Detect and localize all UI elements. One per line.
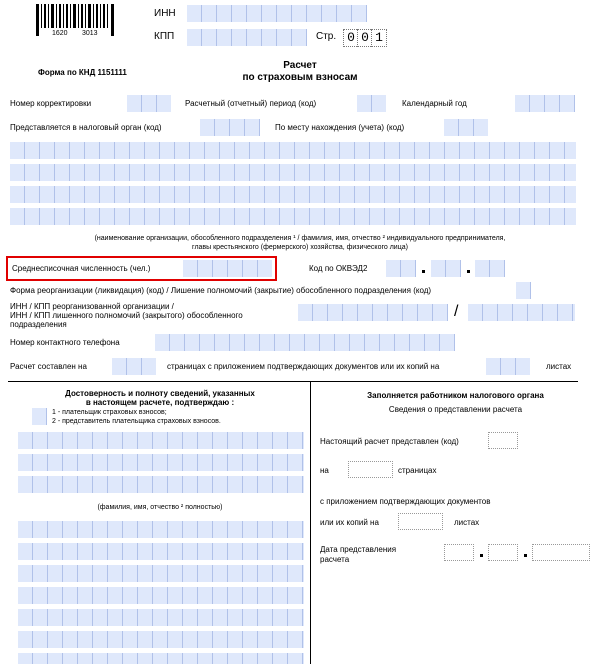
left-title-line2: в настоящем расчете, подтверждаю :: [85, 398, 235, 407]
barcode: [36, 4, 114, 36]
reorg-form-field[interactable]: [516, 282, 531, 299]
form-code: Форма по КНД 1151111: [38, 68, 127, 77]
name-caption-line1: (наименование организации, обособленного подразделения ¹ / фамилия, имя, отчество ² индивидуального предпринимателя,: [94, 235, 506, 242]
signer-name-row-3[interactable]: [18, 476, 304, 493]
reorg-inn-label-line3: подразделения: [10, 320, 67, 329]
reorg-form-label: Форма реорганизации (ликвидация) (код) / Лишение полномочий (закрытие) обособленного подразделения (код): [10, 286, 432, 295]
page-number-3: 1: [371, 29, 387, 47]
received-sheets-label: листах: [454, 518, 480, 527]
right-title: Заполняется работником налогового органа: [367, 391, 544, 400]
name-row-1[interactable]: [10, 142, 576, 159]
page-label: Стр.: [316, 31, 337, 42]
name-row-4[interactable]: [10, 208, 576, 225]
avg-headcount-label: Среднесписочная численность (чел.): [12, 264, 151, 273]
date-label-line1: Дата представления: [320, 545, 397, 554]
date-separator-2: [524, 554, 527, 557]
date-label-line2: расчета: [320, 555, 350, 564]
representative-row-2[interactable]: [18, 543, 304, 560]
kpp-label: КПП: [154, 31, 175, 42]
title-line2: по страховым взносам: [242, 72, 358, 83]
calendar-year-field[interactable]: [515, 95, 575, 112]
received-pages-field[interactable]: [348, 461, 393, 478]
section-divider: [8, 381, 578, 382]
barcode-number-left: 1620: [52, 30, 68, 37]
received-pages-label: страницах: [398, 466, 437, 475]
representative-row-1[interactable]: [18, 521, 304, 538]
signer-name-row-1[interactable]: [18, 432, 304, 449]
pages-prefix: Расчет составлен на: [10, 362, 87, 371]
location-label: По месту нахождения (учета) (код): [275, 123, 405, 132]
date-year-field[interactable]: [532, 544, 590, 561]
page-number-2: 0: [357, 29, 373, 47]
inn-label: ИНН: [154, 8, 176, 19]
signer-name-caption: (фамилия, имя, отчество ² полностью): [97, 504, 223, 511]
representative-row-5[interactable]: [18, 609, 304, 626]
representative-row-6[interactable]: [18, 631, 304, 648]
correction-number-label: Номер корректировки: [10, 99, 92, 108]
name-row-3[interactable]: [10, 186, 576, 203]
name-row-2[interactable]: [10, 164, 576, 181]
reorg-inn-label-line2: ИНН / КПП лишенного полномочий (закрытого) обособленного: [10, 311, 243, 320]
pages-suffix: листах: [546, 362, 572, 371]
okved-label: Код по ОКВЭД2: [309, 264, 368, 273]
signer-option-1: 1 - плательщик страховых взносов;: [52, 409, 167, 416]
tax-authority-field[interactable]: [200, 119, 260, 136]
column-divider: [310, 381, 311, 664]
okved-separator-2: [467, 270, 470, 273]
reorg-kpp-field[interactable]: [468, 304, 575, 321]
title-line1: Расчет: [283, 60, 317, 71]
received-sheets-field[interactable]: [398, 513, 443, 530]
period-label: Расчетный (отчетный) период (код): [185, 99, 317, 108]
left-title-line1: Достоверность и полноту сведений, указанных: [65, 389, 255, 398]
barcode-number-right: 3013: [82, 30, 98, 37]
right-subtitle: Сведения о представлении расчета: [388, 405, 523, 414]
on-label: на: [320, 466, 329, 475]
with-docs-label: с приложением подтверждающих документов: [320, 497, 491, 506]
location-field[interactable]: [444, 119, 488, 136]
signer-name-row-2[interactable]: [18, 454, 304, 471]
submitted-code-field[interactable]: [488, 432, 518, 449]
signer-type-field[interactable]: [32, 408, 47, 425]
okved-separator-1: [422, 270, 425, 273]
avg-headcount-field[interactable]: [183, 260, 272, 277]
pages-middle: страницах с приложением подтверждающих документов или их копий на: [167, 362, 440, 371]
phone-label: Номер контактного телефона: [10, 338, 120, 347]
representative-row-4[interactable]: [18, 587, 304, 604]
kpp-field[interactable]: [187, 29, 307, 46]
pages-count-field[interactable]: [112, 358, 156, 375]
submitted-label: Настоящий расчет представлен (код): [320, 437, 459, 446]
or-copies-label: или их копий на: [320, 518, 379, 527]
calendar-year-label: Календарный год: [402, 99, 467, 108]
representative-row-3[interactable]: [18, 565, 304, 582]
correction-number-field[interactable]: [127, 95, 171, 112]
name-caption-line2: главы крестьянского (фермерского) хозяйства, физического лица): [192, 244, 408, 251]
reorg-inn-label-line1: ИНН / КПП реорганизованной организации /: [10, 302, 174, 311]
signer-option-2: 2 - представитель плательщика страховых взносов.: [52, 418, 221, 425]
reorg-inn-field[interactable]: [298, 304, 448, 321]
okved-field-2[interactable]: [431, 260, 461, 277]
sheets-count-field[interactable]: [486, 358, 530, 375]
phone-field[interactable]: [155, 334, 455, 351]
date-day-field[interactable]: [444, 544, 474, 561]
tax-authority-label: Представляется в налоговый орган (код): [10, 123, 162, 132]
okved-field-3[interactable]: [475, 260, 505, 277]
page-number-1: 0: [343, 29, 359, 47]
inn-field[interactable]: [187, 5, 367, 22]
representative-row-7[interactable]: [18, 653, 304, 664]
period-field[interactable]: [357, 95, 386, 112]
date-month-field[interactable]: [488, 544, 518, 561]
reorg-slash: /: [454, 303, 459, 320]
okved-field-1[interactable]: [386, 260, 416, 277]
date-separator-1: [480, 554, 483, 557]
